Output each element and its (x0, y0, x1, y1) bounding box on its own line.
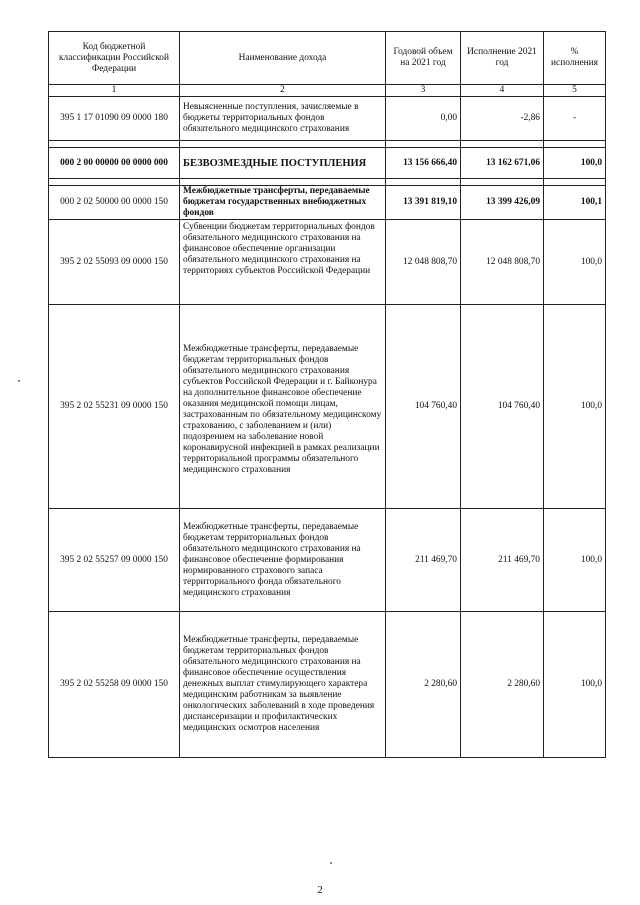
row-pct: - (544, 97, 606, 141)
row-pct: 100,0 (544, 305, 606, 509)
row-exec: 2 280,60 (461, 612, 544, 758)
row-name: Межбюджетные трансферты, передаваемые бюджетам территориальных фондов обязательного медицинского страхования субъектов Российской Федерации и г. Байконура на дополнительное финансовое обеспечение оказания медицинской помощи лицам, застрахованным по обязательному медицинскому страхованию, с заболеванием и (или) подозрением на заболевание новой коронавирусной инфекцией в рамках реализации территориальной программы обязательного медицинского страхования (180, 305, 386, 509)
table-header-row (49, 32, 606, 85)
header-pct: % исполнения (544, 32, 606, 85)
row-code: 000 2 02 50000 00 0000 150 (49, 186, 180, 220)
row-name: БЕЗВОЗМЕЗДНЫЕ ПОСТУПЛЕНИЯ (180, 148, 386, 179)
header-exec: Исполнение 2021 год (461, 32, 544, 85)
row-code: 395 2 02 55257 09 0000 150 (49, 509, 180, 612)
column-number: 4 (461, 85, 544, 97)
row-exec: -2,86 (461, 97, 544, 141)
scan-speck (330, 862, 332, 864)
row-name: Межбюджетные трансферты, передаваемые бюджетам территориальных фондов обязательного медицинского страхования на финансовое обеспечение осуществления денежных выплат стимулирующего характера медицинским работникам за выявление онкологических заболеваний в ходе проведения диспансеризации и профилактических медицинских осмотров населения (180, 612, 386, 758)
header-name: Наименование дохода (180, 32, 386, 85)
row-pct: 100,0 (544, 509, 606, 612)
row-spacer (49, 179, 606, 186)
header-plan: Годовой объем на 2021 год (386, 32, 461, 85)
row-name: Субвенции бюджетам территориальных фондов обязательного медицинского страхования на финансовое обеспечение организации обязательного медицинского страхования на территориях субъектов Российской Федерации (180, 220, 386, 305)
row-plan: 2 280,60 (386, 612, 461, 758)
header-code: Код бюджетной классификации Российской Федерации (49, 32, 180, 85)
row-code: 395 1 17 01090 09 0000 180 (49, 97, 180, 141)
row-plan: 13 156 666,40 (386, 148, 461, 179)
table-row (49, 148, 606, 179)
table-row (49, 220, 606, 305)
row-pct: 100,0 (544, 612, 606, 758)
table-row (49, 305, 606, 509)
table-row (49, 186, 606, 220)
table-row (49, 509, 606, 612)
row-pct: 100,1 (544, 186, 606, 220)
table-row (49, 612, 606, 758)
row-exec: 104 760,40 (461, 305, 544, 509)
row-exec: 12 048 808,70 (461, 220, 544, 305)
row-pct: 100,0 (544, 148, 606, 179)
row-plan: 0,00 (386, 97, 461, 141)
scan-speck (18, 380, 20, 382)
column-number: 1 (49, 85, 180, 97)
row-exec: 13 162 671,06 (461, 148, 544, 179)
row-plan: 12 048 808,70 (386, 220, 461, 305)
row-spacer (49, 141, 606, 148)
column-number: 2 (180, 85, 386, 97)
column-number-row (49, 85, 606, 97)
row-plan: 13 391 819,10 (386, 186, 461, 220)
row-name: Невыясненные поступления, зачисляемые в бюджеты территориальных фондов обязательного медицинского страхования (180, 97, 386, 141)
row-code: 000 2 00 00000 00 0000 000 (49, 148, 180, 179)
row-code: 395 2 02 55093 09 0000 150 (49, 220, 180, 305)
row-name: Межбюджетные трансферты, передаваемые бюджетам государственных внебюджетных фондов (180, 186, 386, 220)
row-code: 395 2 02 55258 09 0000 150 (49, 612, 180, 758)
row-plan: 211 469,70 (386, 509, 461, 612)
row-exec: 211 469,70 (461, 509, 544, 612)
column-number: 5 (544, 85, 606, 97)
page-number: 2 (317, 884, 323, 896)
row-exec: 13 399 426,09 (461, 186, 544, 220)
table-row (49, 97, 606, 141)
income-table (48, 31, 606, 758)
column-number: 3 (386, 85, 461, 97)
row-name: Межбюджетные трансферты, передаваемые бюджетам территориальных фондов обязательного медицинского страхования на финансовое обеспечение формирования нормированного страхового запаса территориального фонда обязательного медицинского страхования (180, 509, 386, 612)
row-pct: 100,0 (544, 220, 606, 305)
row-code: 395 2 02 55231 09 0000 150 (49, 305, 180, 509)
row-plan: 104 760,40 (386, 305, 461, 509)
